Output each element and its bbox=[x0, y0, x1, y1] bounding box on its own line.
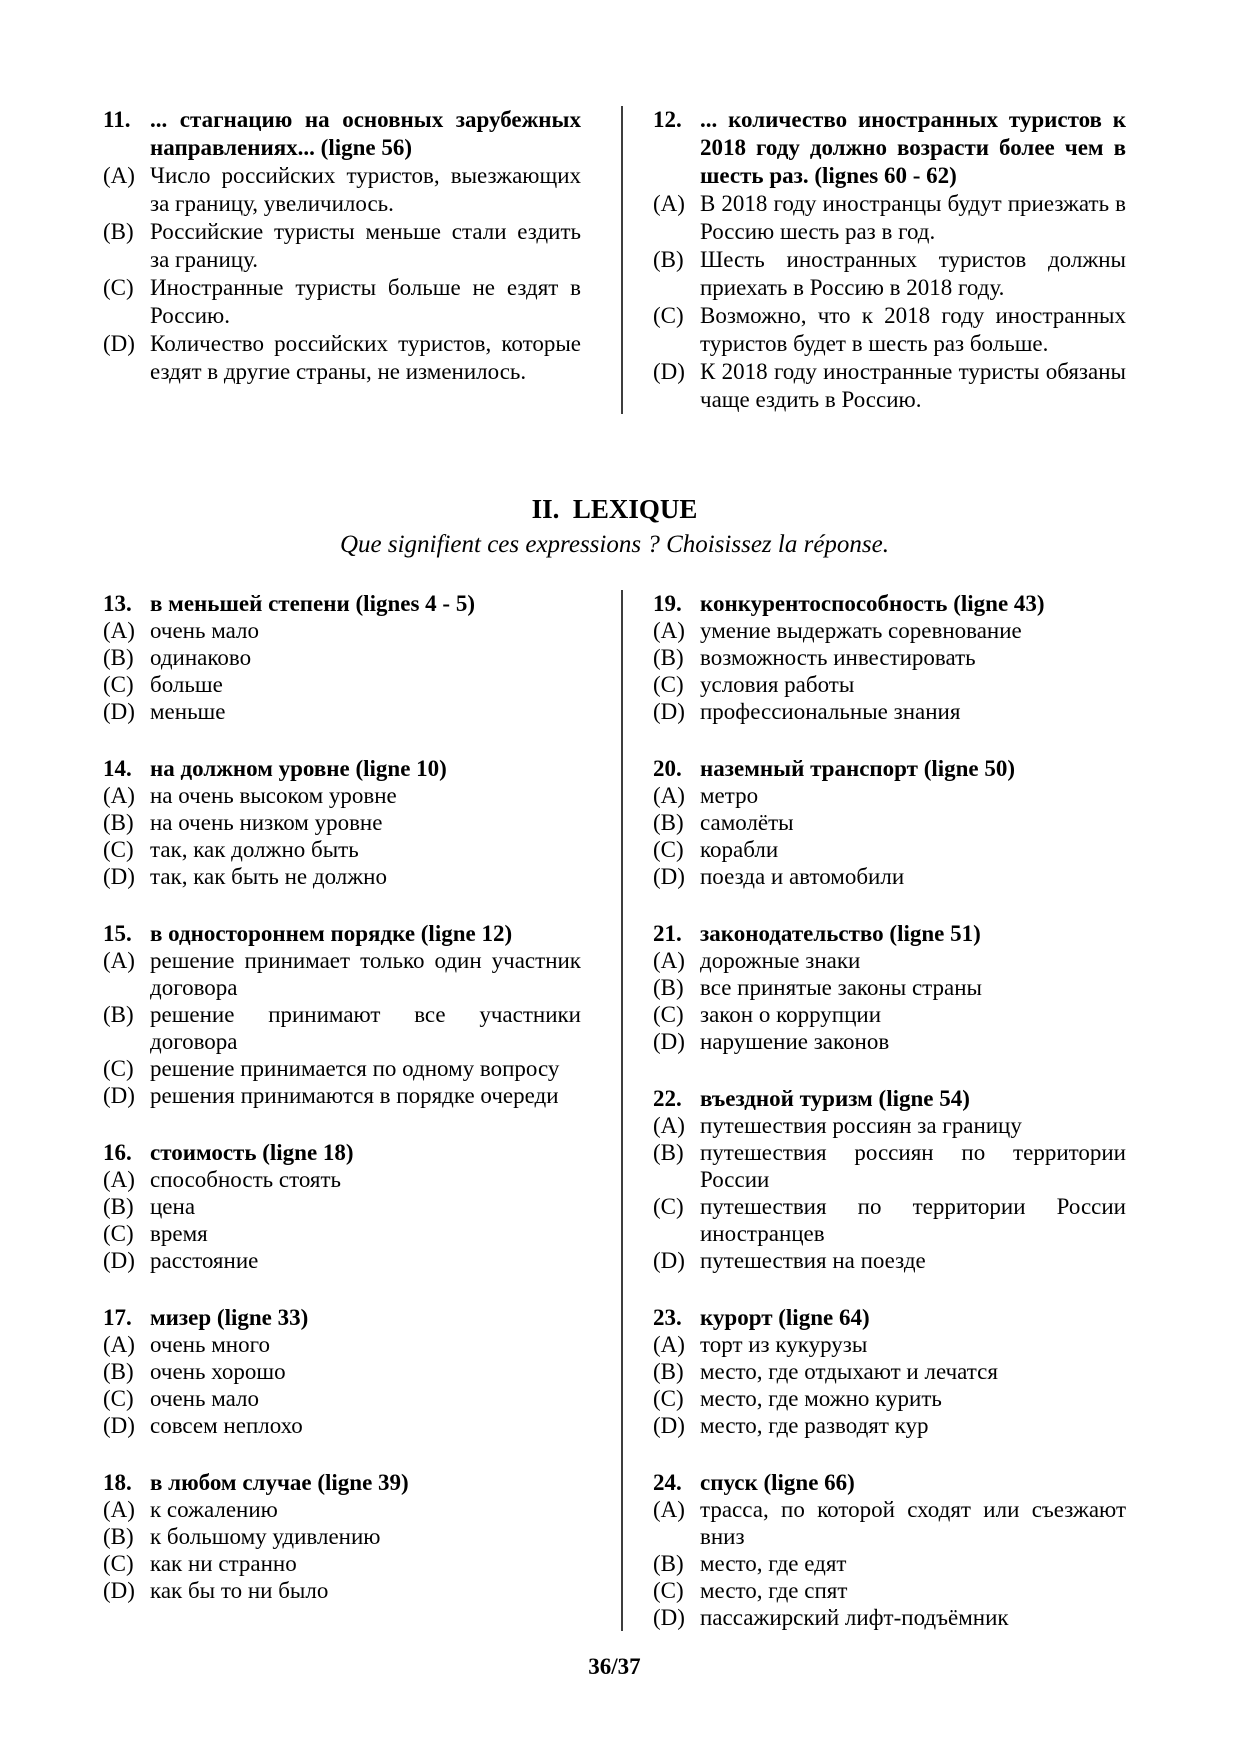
option-text: так, как должно быть bbox=[150, 837, 359, 862]
option-d bbox=[653, 1247, 1126, 1274]
question-number: 19. bbox=[653, 591, 682, 616]
option-label: (B) bbox=[653, 1551, 684, 1576]
question-21-heading bbox=[653, 920, 1126, 947]
option-a bbox=[653, 947, 1126, 974]
option-label: (D) bbox=[103, 1578, 135, 1603]
option-b bbox=[653, 1139, 1126, 1193]
column-divider bbox=[621, 106, 623, 414]
question-20 bbox=[653, 755, 1126, 890]
question-prompt: ... количество иностранных туристов к 2018 году должно возрасти более чем в шесть раз. (lignes 60 - 62) bbox=[700, 107, 1126, 188]
option-label: (A) bbox=[653, 618, 685, 643]
option-text: Шесть иностранных туристов должны приехать в Россию в 2018 году. bbox=[700, 247, 1126, 300]
option-label: (C) bbox=[103, 1221, 134, 1246]
question-prompt: ... стагнацию на основных зарубежных направлениях... (ligne 56) bbox=[150, 107, 581, 160]
question-22-heading bbox=[653, 1085, 1126, 1112]
question-14-heading bbox=[103, 755, 581, 782]
option-label: (D) bbox=[653, 1605, 685, 1630]
option-label: (A) bbox=[103, 163, 135, 188]
question-18 bbox=[103, 1469, 581, 1604]
option-text: возможность инвестировать bbox=[700, 645, 976, 670]
option-text: все принятые законы страны bbox=[700, 975, 982, 1000]
question-18-heading bbox=[103, 1469, 581, 1496]
question-16 bbox=[103, 1139, 581, 1274]
option-d bbox=[653, 1412, 1126, 1439]
option-b bbox=[653, 809, 1126, 836]
option-label: (B) bbox=[103, 1002, 134, 1027]
option-text: Число российских туристов, выезжающих за границу, увеличилось. bbox=[150, 163, 581, 216]
question-prompt: стоимость (ligne 18) bbox=[150, 1140, 354, 1165]
option-c bbox=[103, 1550, 581, 1577]
question-15 bbox=[103, 920, 581, 1109]
question-number: 22. bbox=[653, 1086, 682, 1111]
question-13-heading bbox=[103, 590, 581, 617]
option-c bbox=[103, 671, 581, 698]
section-title: II. LEXIQUE bbox=[531, 494, 698, 524]
option-text: на очень высоком уровне bbox=[150, 783, 397, 808]
option-label: (B) bbox=[103, 1194, 134, 1219]
option-label: (A) bbox=[653, 783, 685, 808]
option-text: путешествия россиян по территории России bbox=[700, 1140, 1126, 1192]
option-text: очень много bbox=[150, 1332, 270, 1357]
option-d bbox=[653, 1604, 1126, 1631]
option-label: (A) bbox=[103, 1497, 135, 1522]
option-label: (A) bbox=[103, 783, 135, 808]
option-label: (C) bbox=[653, 1578, 684, 1603]
option-label: (B) bbox=[653, 975, 684, 1000]
option-b bbox=[653, 1550, 1126, 1577]
option-text: решение принимается по одному вопросу bbox=[150, 1056, 560, 1081]
option-label: (B) bbox=[103, 1359, 134, 1384]
option-a bbox=[653, 782, 1126, 809]
option-text: Возможно, что к 2018 году иностранных туристов будет в шесть раз больше. bbox=[700, 303, 1126, 356]
option-text: корабли bbox=[700, 837, 779, 862]
option-label: (D) bbox=[103, 699, 135, 724]
option-label: (C) bbox=[653, 1194, 684, 1219]
option-b bbox=[103, 1001, 581, 1055]
option-a bbox=[653, 1496, 1126, 1550]
option-text: Иностранные туристы больше не ездят в Россию. bbox=[150, 275, 581, 328]
option-d bbox=[653, 698, 1126, 725]
option-label: (B) bbox=[653, 1140, 684, 1165]
option-label: (B) bbox=[103, 645, 134, 670]
question-prompt: наземный транспорт (ligne 50) bbox=[700, 756, 1016, 781]
option-text: В 2018 году иностранцы будут приезжать в Россию шесть раз в год. bbox=[700, 191, 1126, 244]
option-b bbox=[103, 809, 581, 836]
option-label: (A) bbox=[103, 1167, 135, 1192]
option-a bbox=[103, 1166, 581, 1193]
question-prompt: въездной туризм (ligne 54) bbox=[700, 1086, 970, 1111]
option-label: (A) bbox=[103, 948, 135, 973]
question-23-heading bbox=[653, 1304, 1126, 1331]
top-left-column bbox=[103, 106, 581, 414]
option-b bbox=[103, 1523, 581, 1550]
page-number: 36/37 bbox=[588, 1654, 641, 1679]
option-label: (D) bbox=[653, 359, 685, 384]
option-a bbox=[103, 162, 581, 218]
option-text: торт из кукурузы bbox=[700, 1332, 868, 1357]
option-c bbox=[103, 836, 581, 863]
option-text: место, где спят bbox=[700, 1578, 848, 1603]
option-a bbox=[653, 1112, 1126, 1139]
question-number: 24. bbox=[653, 1470, 682, 1495]
option-a bbox=[653, 190, 1126, 246]
option-text: место, где едят bbox=[700, 1551, 847, 1576]
option-a bbox=[103, 1496, 581, 1523]
option-label: (D) bbox=[103, 1083, 135, 1108]
question-13 bbox=[103, 590, 581, 725]
option-text: к сожалению bbox=[150, 1497, 278, 1522]
option-text: совсем неплохо bbox=[150, 1413, 303, 1438]
question-22 bbox=[653, 1085, 1126, 1274]
option-text: место, где можно курить bbox=[700, 1386, 942, 1411]
option-label: (D) bbox=[103, 1413, 135, 1438]
option-label: (C) bbox=[653, 1386, 684, 1411]
option-c bbox=[103, 274, 581, 330]
option-a bbox=[653, 1331, 1126, 1358]
question-15-heading bbox=[103, 920, 581, 947]
option-label: (A) bbox=[653, 1113, 685, 1138]
option-d bbox=[653, 863, 1126, 890]
question-number: 17. bbox=[103, 1305, 132, 1330]
option-c bbox=[103, 1385, 581, 1412]
option-label: (D) bbox=[653, 1029, 685, 1054]
option-text: цена bbox=[150, 1194, 196, 1219]
option-text: решения принимаются в порядке очереди bbox=[150, 1083, 559, 1108]
option-label: (D) bbox=[653, 1413, 685, 1438]
option-b bbox=[103, 218, 581, 274]
option-d bbox=[103, 330, 581, 386]
option-text: к большому удивлению bbox=[150, 1524, 381, 1549]
option-text: умение выдержать соревнование bbox=[700, 618, 1022, 643]
question-prompt: курорт (ligne 64) bbox=[700, 1305, 870, 1330]
option-c bbox=[653, 1385, 1126, 1412]
question-11 bbox=[103, 106, 581, 386]
option-label: (D) bbox=[103, 1248, 135, 1273]
option-text: нарушение законов bbox=[700, 1029, 890, 1054]
option-b bbox=[103, 644, 581, 671]
option-d bbox=[103, 1577, 581, 1604]
option-text: дорожные знаки bbox=[700, 948, 861, 973]
option-a bbox=[103, 782, 581, 809]
lexique-section-header bbox=[103, 492, 1126, 562]
option-label: (C) bbox=[103, 672, 134, 697]
option-text: поезда и автомобили bbox=[700, 864, 905, 889]
option-label: (C) bbox=[103, 837, 134, 862]
option-b bbox=[103, 1193, 581, 1220]
option-b bbox=[103, 1358, 581, 1385]
option-c bbox=[653, 671, 1126, 698]
option-text: Российские туристы меньше стали ездить за границу. bbox=[150, 219, 581, 272]
question-19 bbox=[653, 590, 1126, 725]
option-text: метро bbox=[700, 783, 759, 808]
option-c bbox=[653, 1001, 1126, 1028]
question-number: 23. bbox=[653, 1305, 682, 1330]
option-label: (C) bbox=[103, 1056, 134, 1081]
option-c bbox=[103, 1055, 581, 1082]
column-divider bbox=[621, 590, 623, 1631]
option-label: (D) bbox=[103, 864, 135, 889]
option-text: профессиональные знания bbox=[700, 699, 961, 724]
option-label: (B) bbox=[103, 219, 134, 244]
option-label: (C) bbox=[103, 1551, 134, 1576]
question-prompt: на должном уровне (ligne 10) bbox=[150, 756, 447, 781]
option-a bbox=[653, 617, 1126, 644]
option-d bbox=[103, 1082, 581, 1109]
question-17-heading bbox=[103, 1304, 581, 1331]
option-text: место, где разводят кур bbox=[700, 1413, 929, 1438]
option-a bbox=[103, 1331, 581, 1358]
option-label: (B) bbox=[653, 247, 684, 272]
option-text: пассажирский лифт-подъёмник bbox=[700, 1605, 1009, 1630]
option-c bbox=[653, 1193, 1126, 1247]
option-d bbox=[653, 358, 1126, 414]
question-prompt: спуск (ligne 66) bbox=[700, 1470, 855, 1495]
question-number: 13. bbox=[103, 591, 132, 616]
option-label: (A) bbox=[653, 1332, 685, 1357]
option-text: как ни странно bbox=[150, 1551, 297, 1576]
option-label: (C) bbox=[653, 1002, 684, 1027]
question-number: 12. bbox=[653, 107, 682, 132]
questions-11-12-section bbox=[103, 106, 1126, 414]
option-b bbox=[653, 1358, 1126, 1385]
option-label: (A) bbox=[653, 191, 685, 216]
question-number: 14. bbox=[103, 756, 132, 781]
option-b bbox=[653, 974, 1126, 1001]
question-prompt: законодательство (ligne 51) bbox=[700, 921, 981, 946]
question-number: 21. bbox=[653, 921, 682, 946]
option-text: К 2018 году иностранные туристы обязаны чаще ездить в Россию. bbox=[700, 359, 1126, 412]
question-prompt: в любом случае (ligne 39) bbox=[150, 1470, 409, 1495]
option-text: расстояние bbox=[150, 1248, 259, 1273]
question-number: 20. bbox=[653, 756, 682, 781]
option-text: Количество российских туристов, которые ездят в другие страны, не изменилось. bbox=[150, 331, 581, 384]
question-24-heading bbox=[653, 1469, 1126, 1496]
option-label: (B) bbox=[653, 810, 684, 835]
option-text: очень мало bbox=[150, 1386, 260, 1411]
option-text: очень мало bbox=[150, 618, 260, 643]
option-label: (C) bbox=[653, 303, 684, 328]
section-subtitle: Que signifient ces expressions ? Choisissez la réponse. bbox=[339, 531, 890, 558]
question-12 bbox=[653, 106, 1126, 414]
question-23 bbox=[653, 1304, 1126, 1439]
option-label: (D) bbox=[653, 864, 685, 889]
option-text: одинаково bbox=[150, 645, 252, 670]
question-24 bbox=[653, 1469, 1126, 1631]
question-17 bbox=[103, 1304, 581, 1439]
option-label: (B) bbox=[653, 1359, 684, 1384]
question-number: 18. bbox=[103, 1470, 132, 1495]
question-11-heading bbox=[103, 106, 581, 162]
option-label: (C) bbox=[103, 275, 134, 300]
top-right-column bbox=[653, 106, 1126, 414]
option-label: (A) bbox=[653, 1497, 685, 1522]
option-text: время bbox=[150, 1221, 208, 1246]
option-text: решение принимают все участники договора bbox=[150, 1002, 581, 1054]
option-label: (D) bbox=[653, 699, 685, 724]
option-c bbox=[653, 1577, 1126, 1604]
option-label: (B) bbox=[103, 810, 134, 835]
option-text: условия работы bbox=[700, 672, 855, 697]
option-label: (B) bbox=[103, 1524, 134, 1549]
option-label: (C) bbox=[103, 1386, 134, 1411]
option-text: на очень низком уровне bbox=[150, 810, 383, 835]
lexique-questions-section bbox=[103, 590, 1126, 1631]
question-20-heading bbox=[653, 755, 1126, 782]
option-d bbox=[103, 863, 581, 890]
option-c bbox=[103, 1220, 581, 1247]
option-d bbox=[653, 1028, 1126, 1055]
option-text: путешествия россиян за границу bbox=[700, 1113, 1022, 1138]
question-prompt: конкурентоспособность (ligne 43) bbox=[700, 591, 1045, 616]
option-c bbox=[653, 302, 1126, 358]
option-c bbox=[653, 836, 1126, 863]
option-a bbox=[103, 617, 581, 644]
option-text: место, где отдыхают и лечатся bbox=[700, 1359, 998, 1384]
option-a bbox=[103, 947, 581, 1001]
option-text: решение принимает только один участник договора bbox=[150, 948, 581, 1000]
question-prompt: мизер (ligne 33) bbox=[150, 1305, 309, 1330]
option-text: самолёты bbox=[700, 810, 794, 835]
option-text: больше bbox=[150, 672, 223, 697]
option-b bbox=[653, 644, 1126, 671]
option-label: (C) bbox=[653, 837, 684, 862]
question-number: 15. bbox=[103, 921, 132, 946]
option-label: (A) bbox=[653, 948, 685, 973]
option-text: путешествия на поезде bbox=[700, 1248, 926, 1273]
option-label: (A) bbox=[103, 1332, 135, 1357]
question-14 bbox=[103, 755, 581, 890]
bottom-right-column bbox=[653, 590, 1126, 1631]
bottom-left-column bbox=[103, 590, 581, 1631]
option-text: меньше bbox=[150, 699, 226, 724]
option-d bbox=[103, 698, 581, 725]
option-b bbox=[653, 246, 1126, 302]
option-label: (B) bbox=[653, 645, 684, 670]
question-prompt: в одностороннем порядке (ligne 12) bbox=[150, 921, 513, 946]
option-d bbox=[103, 1412, 581, 1439]
question-number: 11. bbox=[103, 107, 131, 132]
option-text: трасса, по которой сходят или съезжают вниз bbox=[700, 1497, 1126, 1549]
option-text: закон о коррупции bbox=[700, 1002, 882, 1027]
question-12-heading bbox=[653, 106, 1126, 190]
option-label: (A) bbox=[103, 618, 135, 643]
option-text: так, как быть не должно bbox=[150, 864, 387, 889]
option-text: путешествия по территории России иностранцев bbox=[700, 1194, 1126, 1246]
option-d bbox=[103, 1247, 581, 1274]
question-21 bbox=[653, 920, 1126, 1055]
question-prompt: в меньшей степени (lignes 4 - 5) bbox=[150, 591, 475, 616]
question-16-heading bbox=[103, 1139, 581, 1166]
option-label: (D) bbox=[653, 1248, 685, 1273]
option-label: (C) bbox=[653, 672, 684, 697]
question-19-heading bbox=[653, 590, 1126, 617]
question-number: 16. bbox=[103, 1140, 132, 1165]
option-label: (D) bbox=[103, 331, 135, 356]
option-text: способность стоять bbox=[150, 1167, 342, 1192]
option-text: как бы то ни было bbox=[150, 1578, 329, 1603]
option-text: очень хорошо bbox=[150, 1359, 286, 1384]
